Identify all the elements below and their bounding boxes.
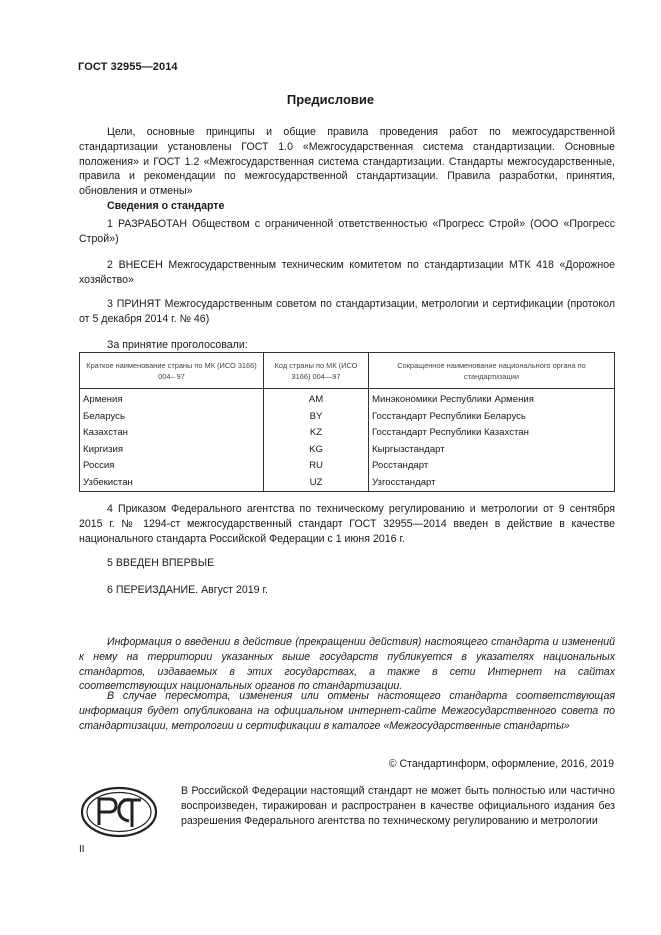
voting-table <box>79 352 615 492</box>
country-name: Россия <box>80 458 264 475</box>
country-name: Узбекистан <box>80 475 264 492</box>
country-code: UZ <box>264 475 369 492</box>
national-body: Росстандарт <box>369 458 615 475</box>
country-code: BY <box>264 409 369 426</box>
section-heading: Сведения о стандарте <box>107 200 225 212</box>
table-row <box>80 458 615 475</box>
item-first-introduced: 5 ВВЕДЕН ВПЕРВЫЕ <box>107 557 215 569</box>
country-code: AM <box>264 389 369 409</box>
copyright-line: © Стандартинформ, оформление, 2016, 2019 <box>388 758 614 770</box>
table-header-row <box>80 353 615 389</box>
country-code: RU <box>264 458 369 475</box>
item-reissue: 6 ПЕРЕИЗДАНИЕ. Август 2019 г. <box>107 584 268 596</box>
page-number: II <box>79 844 85 855</box>
item-introduced: 2 ВНЕСЕН Межгосударственным техническим комитетом по стандартизации МТК 418 «Дорожное хозяйство» <box>79 259 615 286</box>
item-enacted: 4 Приказом Федерального агентства по техническому регулированию и метрологии от 9 сентября 2015 г. № 1294-ст межгосударственный стандарт ГОСТ 32955—2014 введен в действие в качестве национального стандарта Российской Федерации с 1 июня 2016 г. <box>79 503 615 545</box>
item-adopted: 3 ПРИНЯТ Межгосударственным советом по стандартизации, метрологии и сертификации (протокол от 5 декабря 2014 г. № 46) <box>79 298 615 325</box>
national-body: Госстандарт Республики Казахстан <box>369 425 615 442</box>
standard-code: ГОСТ 32955—2014 <box>78 61 178 73</box>
country-name: Армения <box>80 389 264 409</box>
info-paragraph-2: В случае пересмотра, изменения или отмены настоящего стандарта соответствующая информация будет опубликована на официальном интернет-сайте Межгосударственного совета по стандартизации, метрологии и сертификации в каталоге «Межгосударственные стандарты» <box>79 690 615 732</box>
vote-label: За принятие проголосовали: <box>107 339 248 351</box>
table-row <box>80 389 615 409</box>
national-body: Госстандарт Республики Беларусь <box>369 409 615 426</box>
header-country-name: Краткое наименование страны по МК (ИСО 3166) 004– 97 <box>80 353 264 389</box>
rst-certification-mark-icon <box>79 785 159 839</box>
table-row <box>80 475 615 492</box>
table-row <box>80 442 615 459</box>
table-row <box>80 409 615 426</box>
intro-paragraph: Цели, основные принципы и общие правила проведения работ по межгосударственной стандартизации установлены ГОСТ 1.0 «Межгосударственная система стандартизации. Основные положения» и ГОСТ 1.2 «Межгосударственная система стандартизации. Стандарты межгосударственные, правила и рекомендации по межгосударственной стандартизации. Правила разработки, принятия, обновления и отмены» <box>79 126 615 198</box>
country-name: Киргизия <box>80 442 264 459</box>
country-code: KG <box>264 442 369 459</box>
header-national-body: Сокращенное наименование национального органа по стандартизации <box>369 353 615 389</box>
table-row <box>80 425 615 442</box>
item-developed: 1 РАЗРАБОТАН Обществом с ограниченной ответственностью «Прогресс Строй» (ООО «Прогресс Строй») <box>79 218 615 245</box>
country-code: KZ <box>264 425 369 442</box>
info-paragraph-1: Информация о введении в действие (прекращении действия) настоящего стандарта и изменений к нему на территории указанных выше государств публикуется в указателях национальных стандартов, издаваемых в этих государствах, а также в сети Интернет на сайтах соответствующих национальных органов по стандартизации. <box>79 636 615 693</box>
national-body: Узгосстандарт <box>369 475 615 492</box>
national-body: Минэкономики Республики Армения <box>369 389 615 409</box>
header-country-code: Код страны по МК (ИСО 3166) 004—97 <box>264 353 369 389</box>
page-title: Предисловие <box>286 92 375 107</box>
country-name: Беларусь <box>80 409 264 426</box>
national-body: Кыргызстандарт <box>369 442 615 459</box>
copyright-notice: В Российской Федерации настоящий стандарт не может быть полностью или частично воспроизведен, тиражирован и распространен в качестве официального издания без разрешения Федерального агентства по техническому регулированию и метрологии <box>181 785 615 827</box>
country-name: Казахстан <box>80 425 264 442</box>
